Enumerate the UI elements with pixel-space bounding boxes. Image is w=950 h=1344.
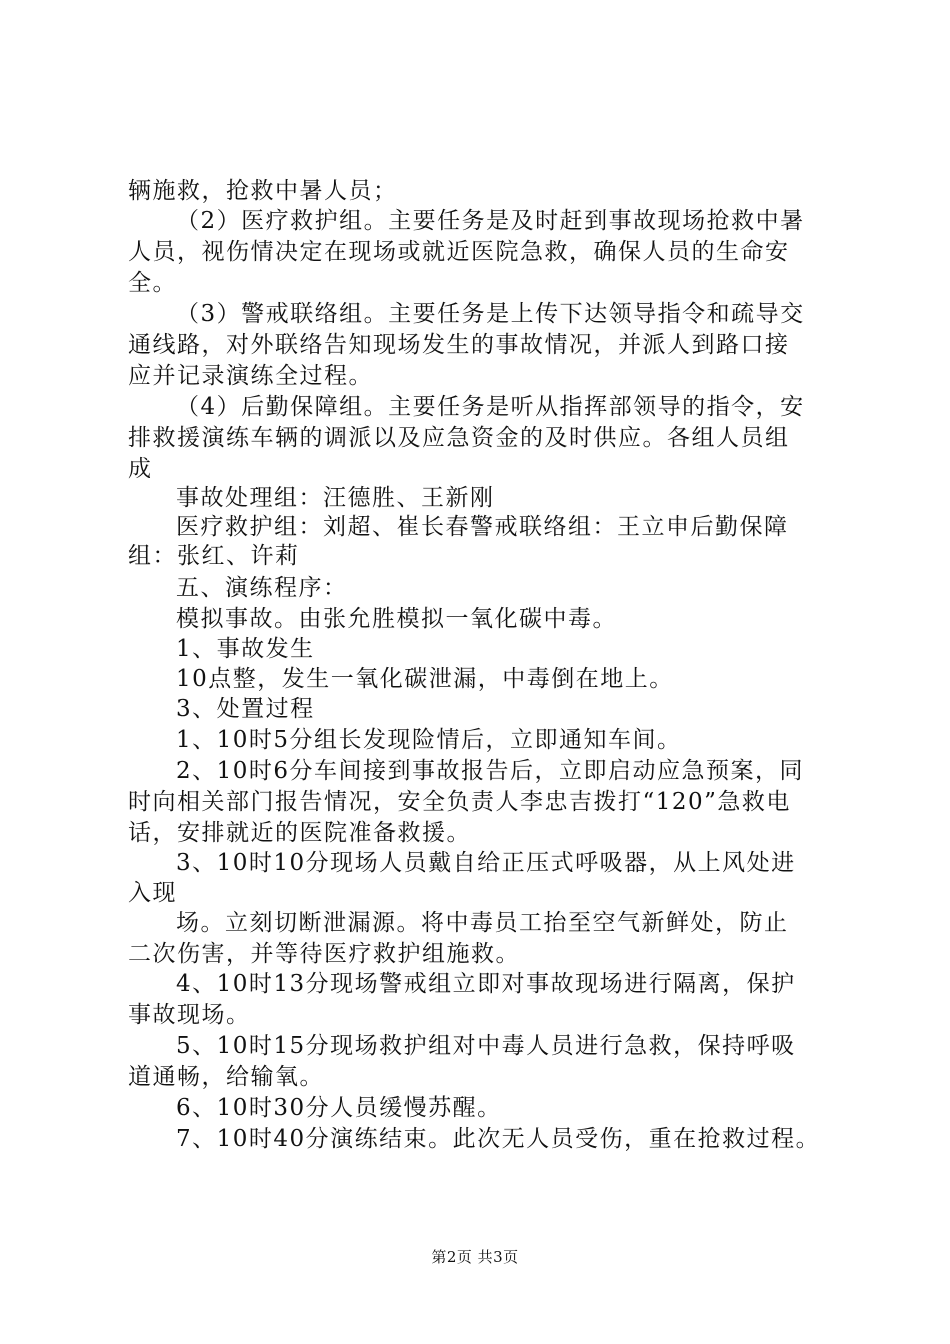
text-line: 5、10时15分现场救护组对中毒人员进行急救，保持呼吸 [176, 1033, 796, 1059]
text-line: 6、10时30分人员缓慢苏醒。 [176, 1095, 502, 1121]
text-line: 组：张红、许莉 [128, 543, 300, 569]
text-line: 二次伤害，并等待医疗救护组施救。 [128, 941, 520, 967]
text-line: 事故现场。 [128, 1002, 251, 1028]
text-line: 医疗救护组：刘超、崔长春警戒联络组：王立申后勤保障 [176, 514, 789, 540]
text-line: 模拟事故。由张允胜模拟一氧化碳中毒。 [176, 606, 617, 632]
text-line: 事故处理组：汪德胜、王新刚 [176, 485, 495, 511]
text-line: 4、10时13分现场警戒组立即对事故现场进行隔离，保护 [176, 971, 796, 997]
text-line: 2、10时6分车间接到事故报告后，立即启动应急预案，同 [176, 758, 805, 784]
text-line: 道通畅，给输氧。 [128, 1064, 324, 1090]
text-line: 成 [128, 456, 153, 482]
text-line: 辆施救，抢救中暑人员； [128, 178, 398, 204]
text-line: 1、事故发生 [176, 636, 315, 662]
text-line: 全。 [128, 270, 177, 296]
text-line: 场。立刻切断泄漏源。将中毒员工抬至空气新鲜处，防止 [176, 910, 789, 936]
text-line: 3、处置过程 [176, 696, 315, 722]
text-line: 10点整，发生一氧化碳泄漏，中毒倒在地上。 [176, 666, 674, 692]
page-footer: 第2页 共3页 [431, 1248, 519, 1266]
text-line: （4）后勤保障组。主要任务是听从指挥部领导的指令，安 [176, 394, 805, 420]
text-line: 时向相关部门报告情况，安全负责人李忠吉拨打“120”急救电 [128, 789, 791, 815]
text-line: （3）警戒联络组。主要任务是上传下达领导指令和疏导交 [176, 301, 805, 327]
text-line: 入现 [128, 880, 177, 906]
text-line: 排救援演练车辆的调派以及应急资金的及时供应。各组人员组 [128, 425, 790, 451]
text-line: 7、10时40分演练结束。此次无人员受伤，重在抢救过程。 [176, 1126, 821, 1152]
text-line: 1、10时5分组长发现险情后，立即通知车间。 [176, 727, 682, 753]
text-line: 应并记录演练全过程。 [128, 363, 373, 389]
text-line: 人员，视伤情决定在现场或就近医院急救，确保人员的生命安 [128, 239, 790, 265]
text-line: 话，安排就近的医院准备救援。 [128, 820, 471, 846]
text-line: 通线路，对外联络告知现场发生的事故情况，并派人到路口接 [128, 332, 790, 358]
text-line: （2）医疗救护组。主要任务是及时赶到事故现场抢救中暑 [176, 208, 805, 234]
text-line: 3、10时10分现场人员戴自给正压式呼吸器，从上风处进 [176, 850, 796, 876]
text-line: 五、演练程序： [176, 575, 348, 601]
